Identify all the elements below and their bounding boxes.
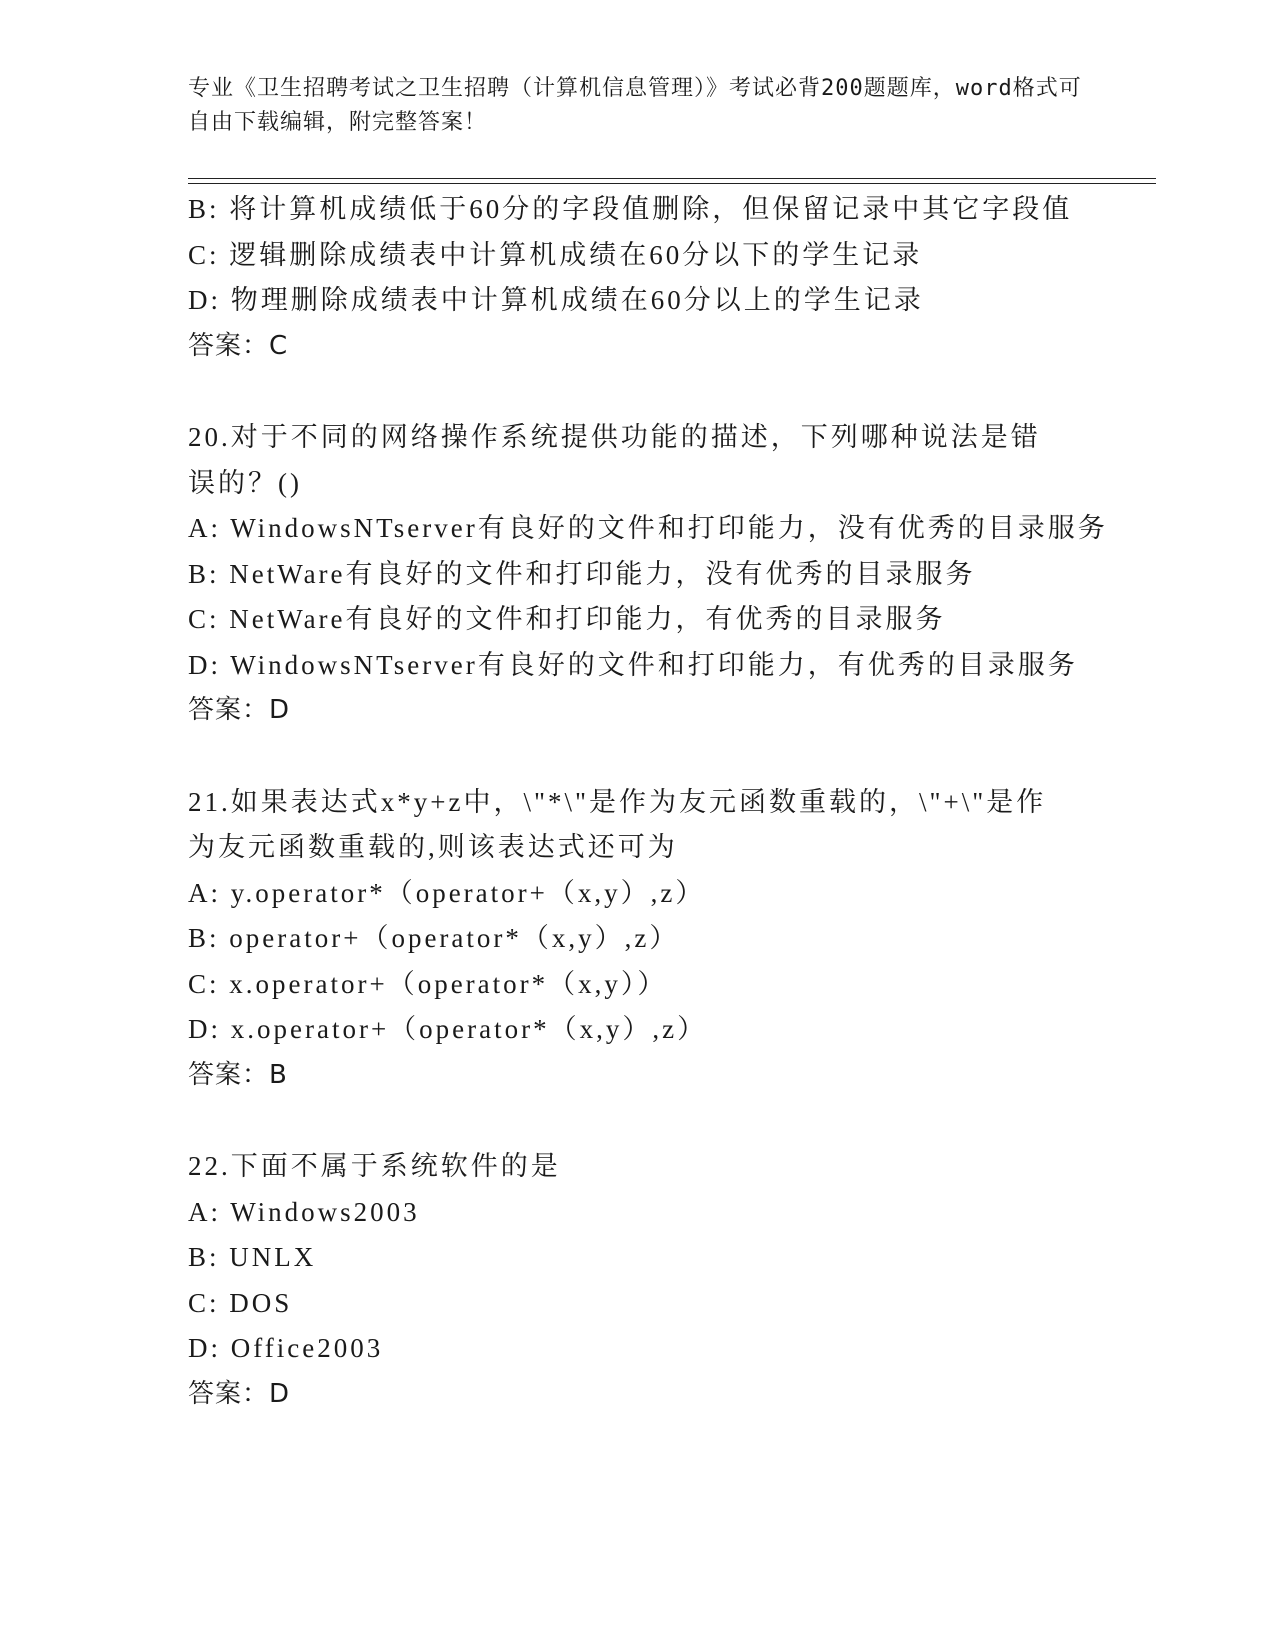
option-c: C: DOS [188, 1287, 293, 1318]
option-a: A: Windows2003 [188, 1196, 420, 1227]
option-c: C: 逻辑删除成绩表中计算机成绩在60分以下的学生记录 [188, 239, 923, 270]
option-c: C: x.operator+（operator*（x,y）） [188, 968, 668, 999]
answer-line: 答案：D [188, 1378, 291, 1409]
answer-line: 答案：C [188, 330, 289, 361]
option-d: D: x.operator+（operator*（x,y）,z） [188, 1014, 708, 1044]
option-b: B: NetWare有良好的文件和打印能力，没有优秀的目录服务 [188, 558, 976, 589]
header-divider-top [188, 178, 1156, 179]
question-text: 22.下面不属于系统软件的是 [188, 1151, 561, 1181]
document-header: 专业《卫生招聘考试之卫生招聘（计算机信息管理）》考试必背200题题库，word格式可自由下载编辑，附完整答案！ [188, 76, 1082, 135]
option-c: C: NetWare有良好的文件和打印能力，有优秀的目录服务 [188, 604, 946, 634]
answer-line: 答案：D [188, 695, 291, 725]
option-d: D: WindowsNTserver有良好的文件和打印能力，有优秀的目录服务 [188, 649, 1078, 680]
question-text: 21.如果表达式x*y+z中，\"*\"是作为友元函数重载的，\"+\"是作为友元函数重载的,则该表达式还可为 [188, 786, 1047, 862]
option-b: B: 将计算机成绩低于60分的字段值删除，但保留记录中其它字段值 [188, 194, 1073, 224]
option-d: D: 物理删除成绩表中计算机成绩在60分以上的学生记录 [188, 285, 924, 315]
header-divider-bottom [188, 183, 1156, 184]
option-a: A: WindowsNTserver有良好的文件和打印能力，没有优秀的目录服务 [188, 513, 1108, 543]
option-b: B: operator+（operator*（x,y）,z） [188, 923, 680, 953]
answer-line: 答案：B [188, 1059, 288, 1090]
question-21 [188, 780, 1088, 1099]
option-a: A: y.operator*（operator+（x,y）,z） [188, 877, 706, 908]
continued-question [188, 187, 1088, 369]
question-content [188, 187, 1108, 1417]
option-b: B: UNLX [188, 1242, 317, 1272]
question-text: 20.对于不同的网络操作系统提供功能的描述，下列哪种说法是错误的？() [188, 422, 1041, 498]
question-20 [188, 415, 1108, 734]
option-d: D: Office2003 [188, 1333, 384, 1363]
question-22 [188, 1144, 1088, 1417]
